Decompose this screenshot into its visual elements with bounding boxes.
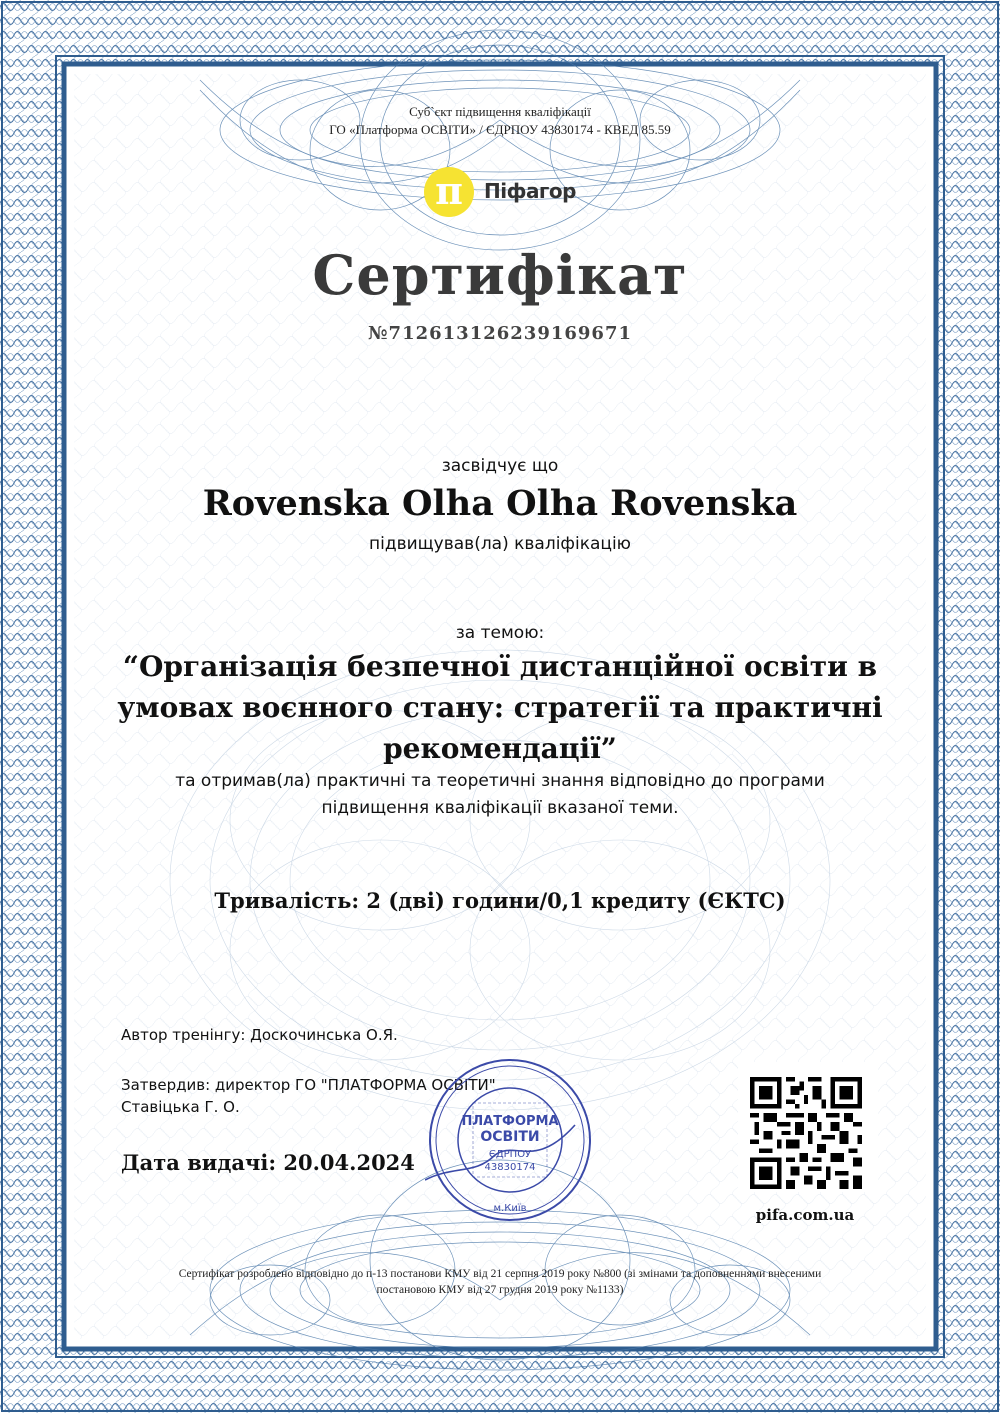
certificate-title: Сертифікат (312, 243, 688, 307)
qr-code[interactable] (750, 1077, 862, 1189)
duration-text: Тривалість: 2 (дві) години/0,1 кредиту (ЄКТС) (214, 888, 786, 913)
recipient-name: Rovenska Olha Olha Rovenska (202, 483, 798, 524)
training-author: Автор тренінгу: Доскочинська О.Я. (121, 1026, 398, 1044)
certificate-number: №712613126239169671 (367, 323, 632, 344)
stamp-line-2: ОСВІТИ (480, 1129, 540, 1145)
topic-label: за темою: (455, 623, 545, 643)
stamp-line-4: 43830174 (484, 1162, 536, 1173)
topic-title: “Організація безпечної дистанційної освіти в умовах воєнного стану: стратегії та практичні рекомендації” (117, 650, 883, 765)
approved-line-1: Затвердив: директор ГО "ПЛАТФОРМА ОСВІТИ" (121, 1076, 496, 1094)
pi-icon: π (435, 168, 463, 213)
site-link[interactable]: pifa.com.ua (755, 1206, 855, 1224)
approved-line-2: Ставіцька Г. О. (121, 1098, 240, 1116)
certifies-text: засвідчує що (441, 456, 559, 476)
stamp-bottom: м.Київ (493, 1203, 527, 1214)
stamp-line-1: ПЛАТФОРМА (461, 1114, 559, 1129)
issuer-line-2: ГО «Платформа ОСВІТИ» / ЄДРПОУ 43830174 - КВЕД 85.59 (329, 122, 671, 137)
raised-qualification-text: підвищував(ла) кваліфікацію (369, 534, 631, 554)
issue-date: Дата видачі: 20.04.2024 (121, 1150, 415, 1175)
legal-footer: Сертифікат розроблено відповідно до п-13 постанови КМУ від 21 серпня 2019 року №800 (зі змінами та доповненнями внесеними постановою КМУ від 27 грудня 2019 року №1133) (178, 1268, 822, 1296)
official-stamp (425, 1055, 595, 1225)
received-knowledge-text: та отримав(ла) практичні та теоретичні знання відповідно до програми підвищення кваліфікації вказаної теми. (175, 771, 825, 818)
issuer-line-1: Суб`єкт підвищення кваліфікації (409, 104, 591, 119)
logo-text: Піфагор (484, 179, 576, 203)
pifagor-logo (424, 165, 584, 221)
issuer-info (0, 103, 1000, 139)
stamp-line-3: ЄДРПОУ (488, 1149, 532, 1160)
